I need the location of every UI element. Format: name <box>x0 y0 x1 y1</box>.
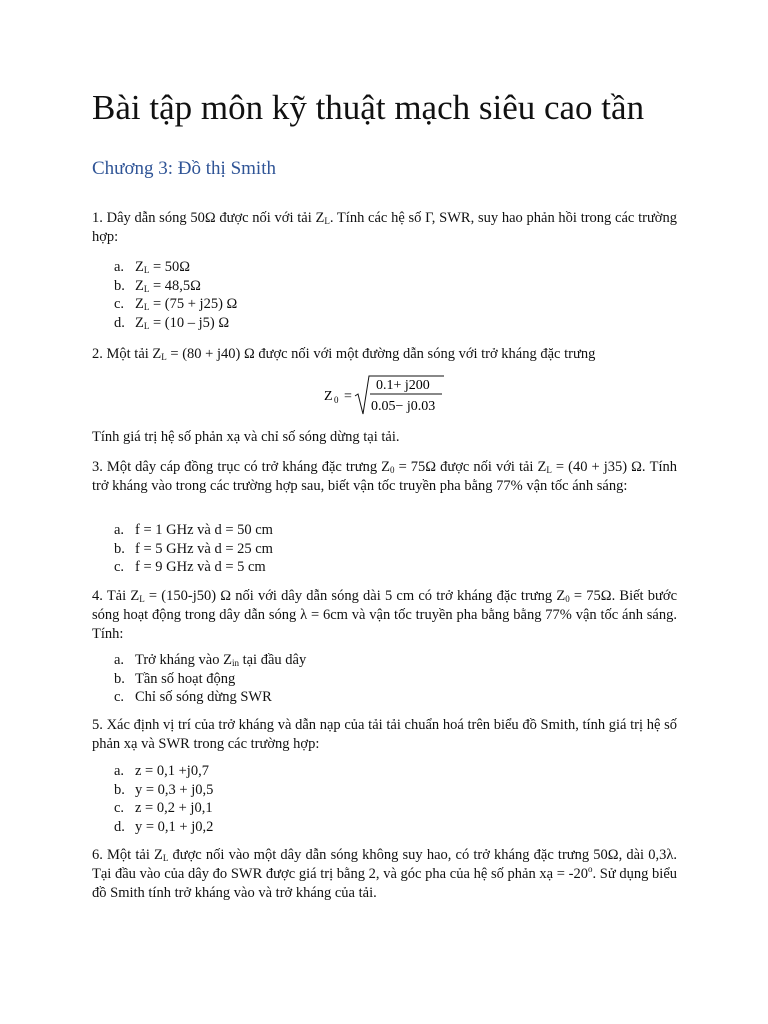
page-title: Bài tập môn kỹ thuật mạch siêu cao tần <box>92 88 645 127</box>
list-item: a. Trở kháng vào $Z_{in}$ tại đầu dây <box>114 652 307 668</box>
formula-lhs-sub: 0 <box>334 395 339 405</box>
question-1 <box>92 209 677 247</box>
list-item: c. z = 0,2 + j0,1 <box>114 800 213 816</box>
list-item: a. $Z_L = 50\Omega$ <box>114 259 191 275</box>
question-3: 3. Một dây cáp đồng trục có trở kháng đặc trưng $Z_0 = 75\Omega$ được nối với tải $Z_L = (40 + j35)$ Ω. Tính trở kháng vào trong các trường hợp sau, biết vận tốc truyền pha bằng 77% vận tốc ánh sáng: <box>92 459 677 494</box>
question-2: 2. Một tải $Z_L = (80 + j40)$ Ω được nối với một đường dẫn sóng với trở kháng đặc trưng <box>92 346 596 362</box>
formula-eq: = <box>344 389 352 404</box>
question-2-after: Tính giá trị hệ số phản xạ và chỉ số sóng dừng tại tải. <box>92 429 400 445</box>
chapter-heading: Chương 3: Đồ thị Smith <box>92 158 276 179</box>
list-item: c. f = 9 GHz và d = 5 cm <box>114 559 266 575</box>
list-item: c. Chỉ số sóng dừng SWR <box>114 689 272 705</box>
q1-options <box>92 258 237 332</box>
question-4: 4. Tải $Z_L = (150-j50)$ Ω nối với dây dẫn sóng dài 5 cm có trở kháng đặc trưng $Z_0 = 75\Omega$. Biết bước sóng hoạt động trong dây dẫn sóng λ = 6cm và vận tốc truyền pha bằng bằng 77% vận tốc ánh sáng. Tính: <box>92 588 678 642</box>
q1-text2: . Tính các hệ số Γ, SWR, suy hao phản hồi trong các trường hợp: <box>92 210 677 245</box>
list-item: d. $Z_L = (10 - j5)$ Ω <box>114 314 230 331</box>
q1-sub: L <box>324 216 330 226</box>
impedance-formula <box>324 374 484 414</box>
list-item: b. f = 5 GHz và d = 25 cm <box>114 540 273 557</box>
q1-text: 1. Dây dẫn sóng 50Ω được nối với tải Z <box>92 210 325 226</box>
q3-options <box>92 521 273 577</box>
list-item: c. $Z_L = (75 + j25)$ Ω <box>114 296 238 312</box>
q4-options <box>92 651 306 707</box>
list-item: b. $Z_L = 48,5\Omega$ <box>114 277 201 294</box>
list-item: b. Tần số hoạt động <box>114 670 236 687</box>
formula-lhs: Z <box>324 389 333 404</box>
list-item: b. y = 0,3 + j0,5 <box>114 781 214 798</box>
list-item: a. z = 0,1 +j0,7 <box>114 763 209 779</box>
question-6: 6. Một tải $Z_L$ được nối vào một dây dẫn sóng không suy hao, có trở kháng đặc trưng 50Ω, dài 0,3λ. Tại đầu vào của dây đo SWR được giá trị bằng 2, và góc pha của hệ số phản xạ = $-20^o$. Sử dụng biểu đồ Smith tính trở kháng vào và trở kháng của tải. <box>92 847 678 901</box>
list-item: a. f = 1 GHz và d = 50 cm <box>114 522 273 538</box>
question-5: 5. Xác định vị trí của trở kháng và dẫn nạp của tải tải chuẩn hoá trên biểu đồ Smith, tính giá trị hệ số phản xạ và SWR trong các trường hợp: <box>92 717 677 752</box>
formula-svg <box>324 374 484 418</box>
list-item: d. y = 0,1 + j0,2 <box>114 818 214 835</box>
q5-options <box>92 762 213 836</box>
formula-numerator: 0.1+ j200 <box>376 378 430 393</box>
formula-denominator: 0.05− j0.03 <box>371 399 436 414</box>
